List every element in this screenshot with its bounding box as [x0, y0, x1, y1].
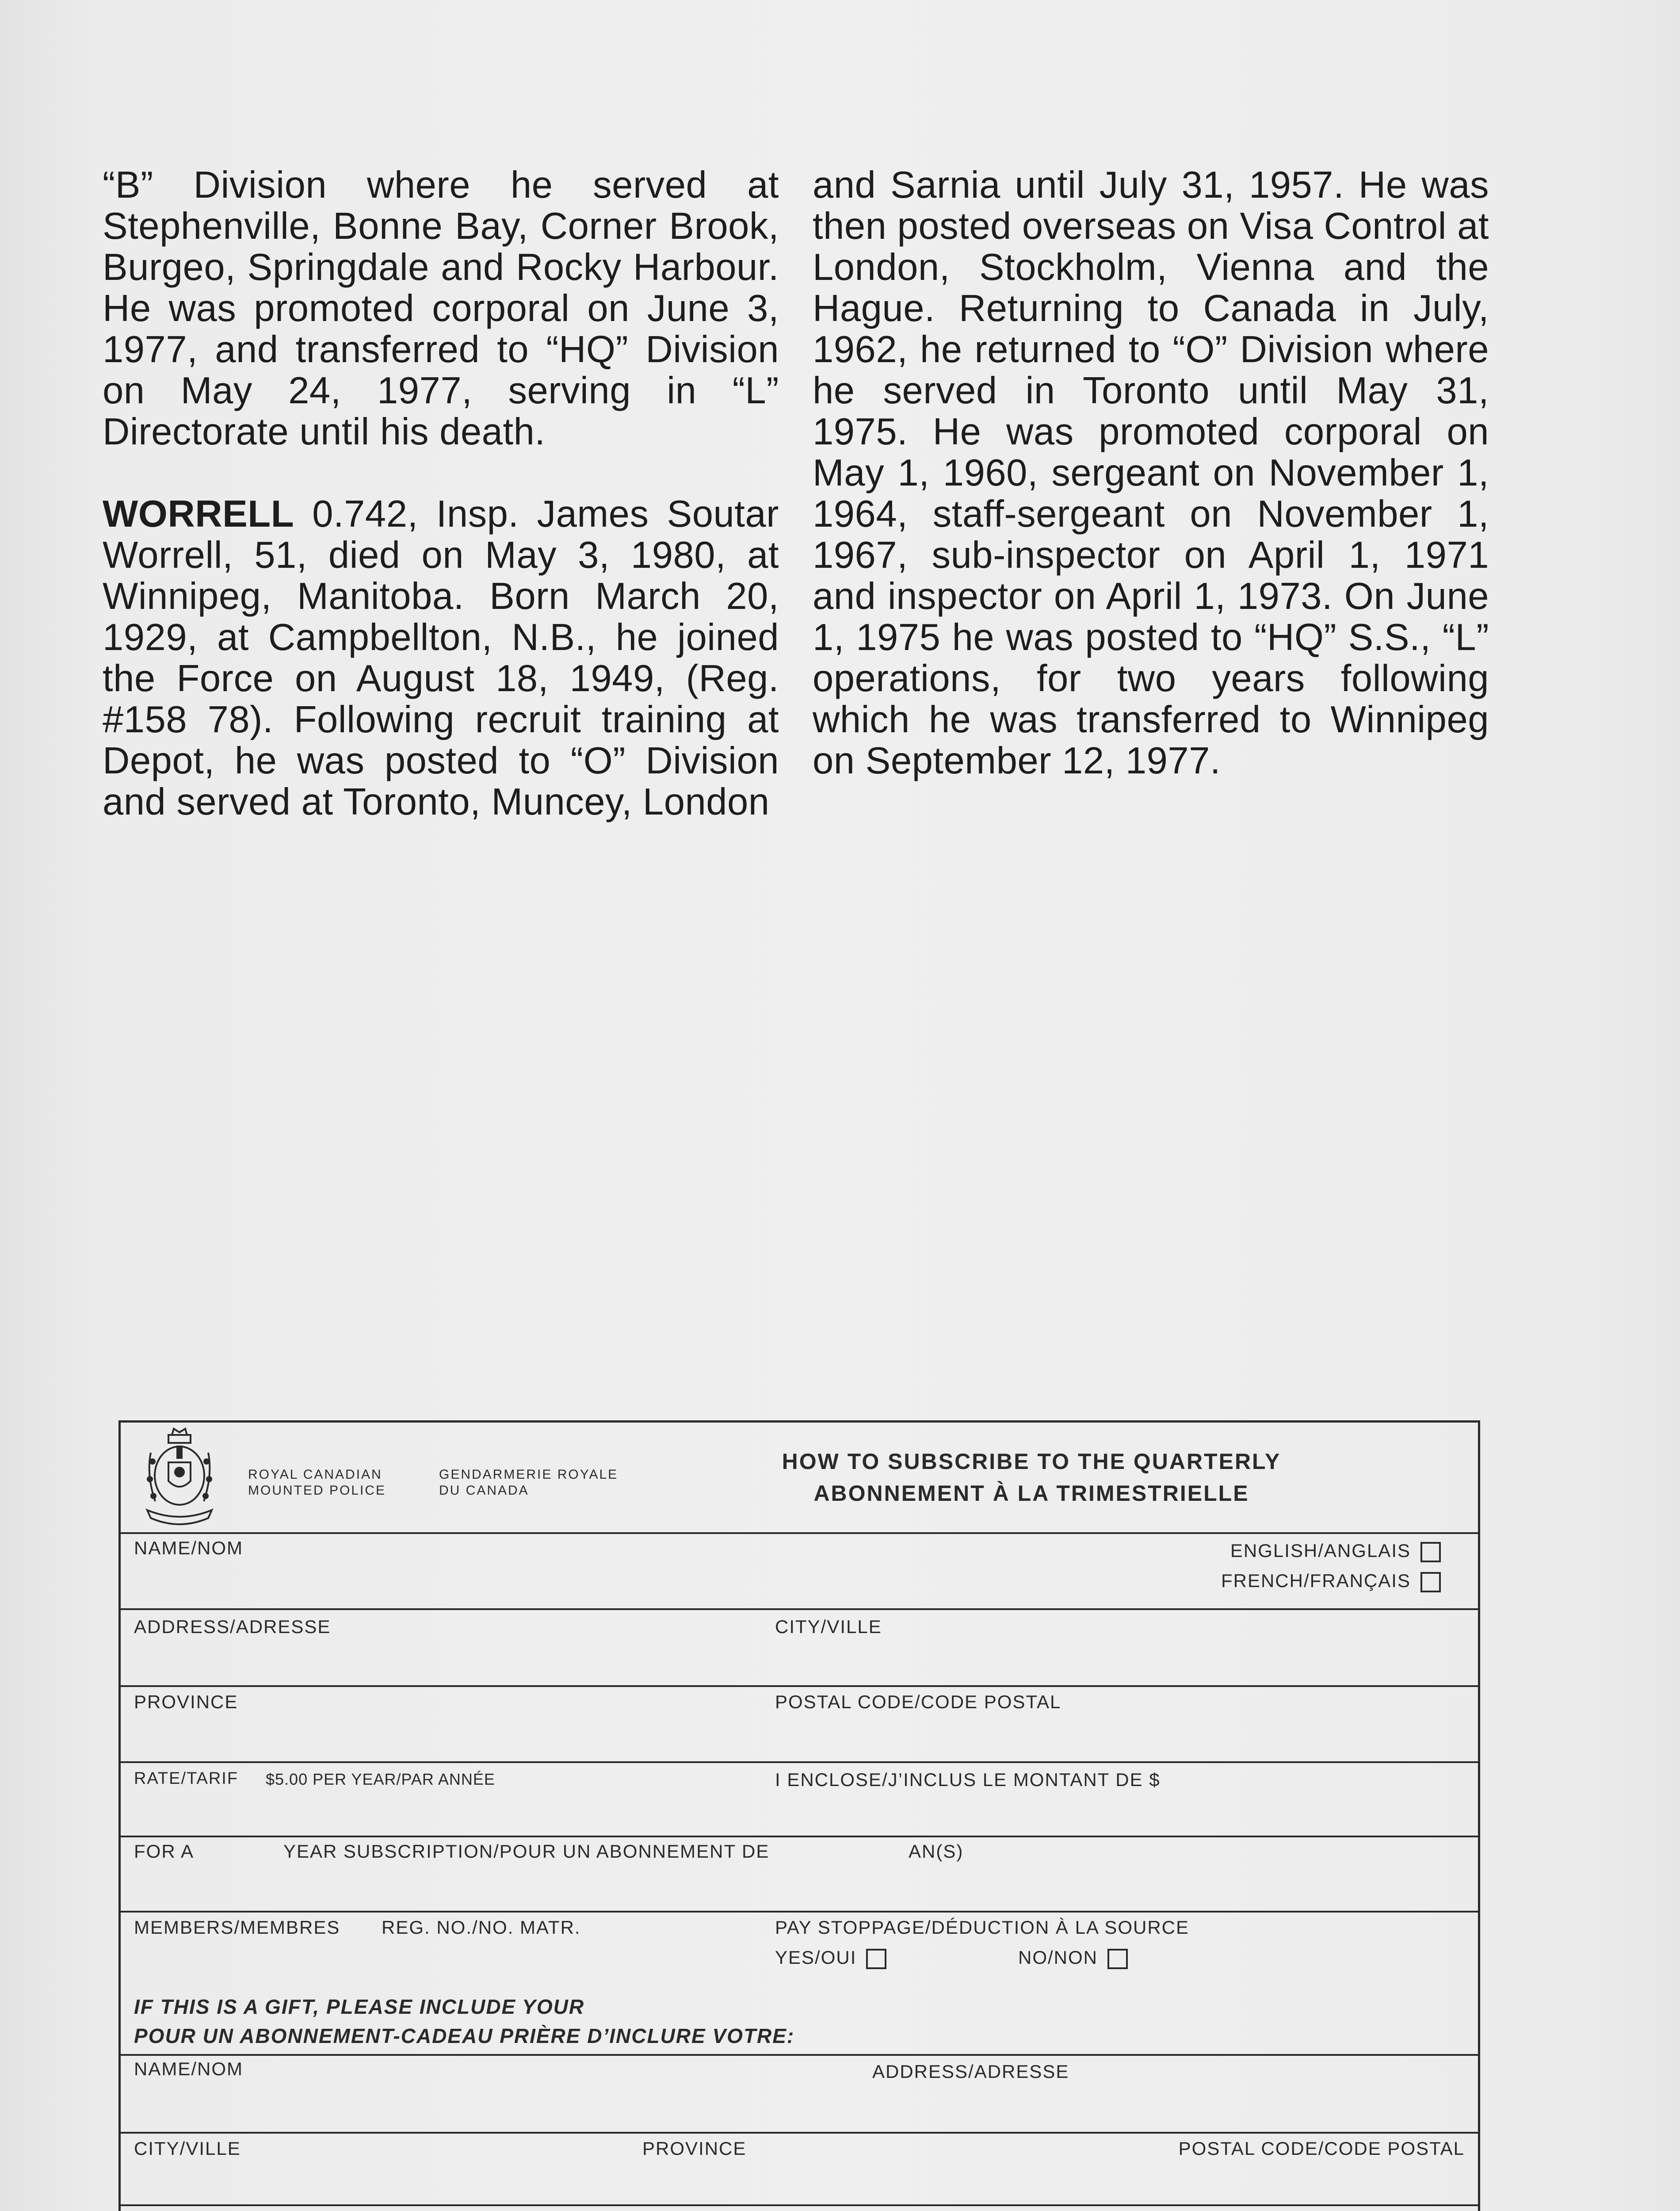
name-field[interactable]: NAME/NOM — [134, 1538, 243, 1558]
french-checkbox[interactable] — [1420, 1572, 1441, 1592]
org-name-english: ROYAL CANADIAN MOUNTED POLICE — [248, 1467, 386, 1498]
no-checkbox[interactable] — [1107, 1949, 1128, 1969]
members-label: MEMBERS/MEMBRES — [134, 1917, 340, 1938]
gift-instruction-french: POUR UN ABONNEMENT-CADEAU PRIÈRE D’INCLURE VOTRE: — [134, 2024, 795, 2047]
english-option[interactable] — [1230, 1540, 1441, 1562]
yes-checkbox[interactable] — [866, 1949, 886, 1969]
english-label: ENGLISH/ANGLAIS — [1230, 1540, 1411, 1561]
rcmp-crest-icon — [137, 1426, 221, 1529]
enclose-amount-field[interactable]: I ENCLOSE/J’INCLUS LE MONTANT DE $ — [775, 1769, 1161, 1790]
article-left-column — [103, 164, 779, 822]
province-field[interactable]: PROVINCE — [134, 1691, 238, 1712]
year-subscription-field[interactable]: YEAR SUBSCRIPTION/POUR UN ABONNEMENT DE — [283, 1841, 770, 1862]
rate-value: $5.00 PER YEAR/PAR ANNÉE — [266, 1770, 495, 1788]
for-a-label: FOR A — [134, 1841, 195, 1862]
english-checkbox[interactable] — [1420, 1542, 1441, 1562]
gift-instruction-english: IF THIS IS A GIFT, PLEASE INCLUDE YOUR — [134, 1995, 585, 2018]
obituary-surname: WORRELL — [103, 493, 294, 535]
pay-stoppage-label: PAY STOPPAGE/DÉDUCTION À LA SOURCE — [775, 1917, 1189, 1938]
years-label: AN(S) — [909, 1841, 964, 1862]
org-name-french: GENDARMERIE ROYALE DU CANADA — [439, 1467, 619, 1498]
pay-stoppage-no[interactable] — [1018, 1947, 1128, 1969]
article-right-column — [813, 164, 1489, 781]
reg-number-field[interactable]: REG. NO./NO. MATR. — [382, 1917, 581, 1938]
french-label: FRENCH/FRANÇAIS — [1221, 1570, 1411, 1591]
no-label: NO/NON — [1018, 1947, 1098, 1968]
subscription-form — [118, 1420, 1480, 2211]
city-field[interactable]: CITY/VILLE — [775, 1616, 882, 1637]
french-option[interactable] — [1221, 1570, 1441, 1592]
gift-province-field[interactable]: PROVINCE — [642, 2138, 747, 2159]
yes-label: YES/OUI — [775, 1947, 857, 1968]
gift-address-field[interactable]: ADDRESS/ADRESSE — [872, 2061, 1069, 2082]
gift-name-field[interactable]: NAME/NOM — [134, 2058, 243, 2079]
obituary-worrell-text: 0.742, Insp. James Soutar Worrell, 51, died on May 3, 1980, at Winnipeg, Manitoba. Born March 20, 1929, at Campbellton, N.B., he joined the Force on August 18, 1949, (Reg. #158 78). Following recruit training at Depot, he was posted to “O” Division and served at Toronto, Muncey, London — [103, 493, 779, 823]
pay-stoppage-yes[interactable] — [775, 1947, 886, 1969]
address-field[interactable]: ADDRESS/ADRESSE — [134, 1616, 331, 1637]
gift-postal-code-field[interactable]: POSTAL CODE/CODE POSTAL — [1178, 2138, 1465, 2159]
rate-label: RATE/TARIF — [134, 1769, 239, 1788]
obituary-paragraph-1: “B” Division where he served at Stephenville, Bonne Bay, Corner Brook, Burgeo, Springdale and Rocky Harbour. He was promoted corporal on June 3, 1977, and transferred to “HQ” Division on May 24, 1977, serving in “L” Directorate until his death. — [103, 164, 779, 453]
obituary-paragraph-worrell — [103, 493, 779, 822]
obituary-paragraph-continued: and Sarnia until July 31, 1957. He was then posted overseas on Visa Control at London, Stockholm, Vienna and the Hague. Returning to Canada in July, 1962, he returned to “O” Division where he served in Toronto until May 31, 1975. He was promoted corporal on May 1, 1960, sergeant on November 1, 1964, staff-sergeant on November 1, 1967, sub-inspector on April 1, 1971 and inspector on April 1, 1973. On June 1, 1975 he was posted to “HQ” S.S., “L” operations, for two years following which he was transferred to Winnipeg on September 12, 1977. — [813, 164, 1489, 782]
form-heading: HOW TO SUBSCRIBE TO THE QUARTERLY ABONNEMENT À LA TRIMESTRIELLE — [782, 1449, 1281, 1506]
gift-city-field[interactable]: CITY/VILLE — [134, 2138, 241, 2159]
postal-code-field[interactable]: POSTAL CODE/CODE POSTAL — [775, 1691, 1061, 1712]
